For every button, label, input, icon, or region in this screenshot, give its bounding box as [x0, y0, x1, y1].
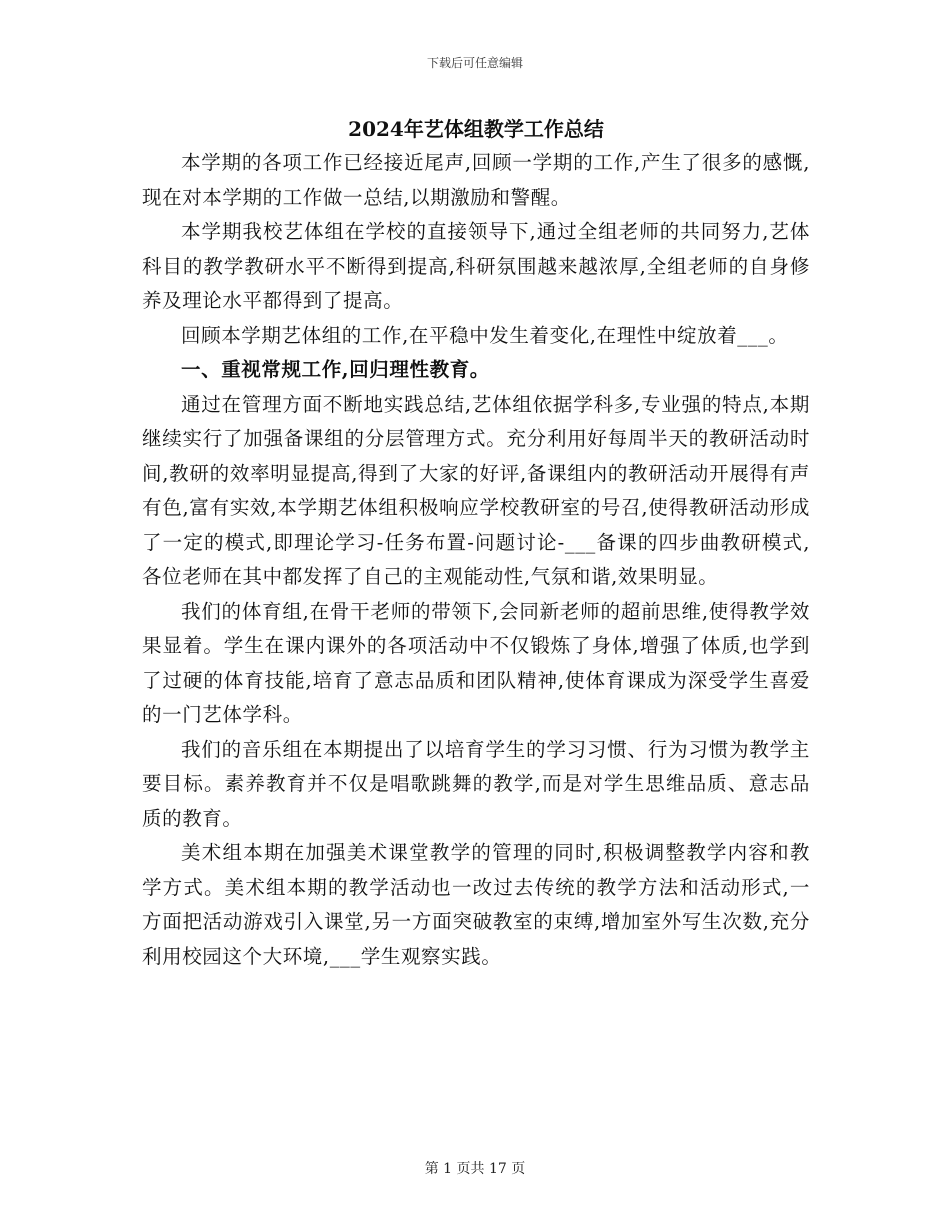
page-number: 第 1 页共 17 页 — [424, 1161, 526, 1177]
page-header-note: 下载后可任意编辑 — [426, 56, 523, 70]
paragraph-intro: 本学期的各项工作已经接近尾声,回顾一学期的工作,产生了很多的感慨,现在对本学期的工作做一总结,以期激励和警醒。 — [142, 151, 810, 209]
document-body — [142, 112, 810, 974]
paragraph-management: 通过在管理方面不断地实践总结,艺体组依据学科多,专业强的特点,本期继续实行了加强备课组的分层管理方式。充分利用好每周半天的教研活动时间,教研的效率明显提高,得到了大家的好评,备课组内的教研活动开展得有声有色,富有实效,本学期艺体组积极响应学校教研室的号召,使得教研活动形成了一定的模式,即理论学习-任务布置-问题讨论-___备课的四步曲教研模式,各位老师在其中都发挥了自己的主观能动性,气氛和谐,效果明显。 — [142, 392, 810, 588]
paragraph-overview: 本学期我校艺体组在学校的直接领导下,通过全组老师的共同努力,艺体科目的教学教研水平不断得到提高,科研氛围越来越浓厚,全组老师的自身修养及理论水平都得到了提高。 — [142, 220, 810, 312]
document-title: 2024年艺体组教学工作总结 — [348, 117, 604, 141]
paragraph-art-group: 美术组本期在加强美术课堂教学的管理的同时,积极调整教学内容和教学方式。美术组本期的教学活动也一改过去传统的教学方法和活动形式,一方面把活动游戏引入课堂,另一方面突破教室的束缚,增加室外写生次数,充分利用校园这个大环境,___学生观察实践。 — [142, 841, 810, 968]
paragraph-pe-group: 我们的体育组,在骨干老师的带领下,会同新老师的超前思维,使得教学效果显着。学生在课内课外的各项活动中不仅锻炼了身体,增强了体质,也学到了过硬的体育技能,培育了意志品质和团队精神,使体育课成为深受学生喜爱的一门艺体学科。 — [142, 599, 810, 726]
paragraph-music-group: 我们的音乐组在本期提出了以培育学生的学习习惯、行为习惯为教学主要目标。素养教育并不仅是唱歌跳舞的教学,而是对学生思维品质、意志品质的教育。 — [142, 737, 810, 830]
paragraph-review: 回顾本学期艺体组的工作,在平稳中发生着变化,在理性中绽放着___。 — [181, 323, 789, 347]
section-heading-1: 一、重视常规工作,回归理性教育。 — [181, 358, 490, 381]
